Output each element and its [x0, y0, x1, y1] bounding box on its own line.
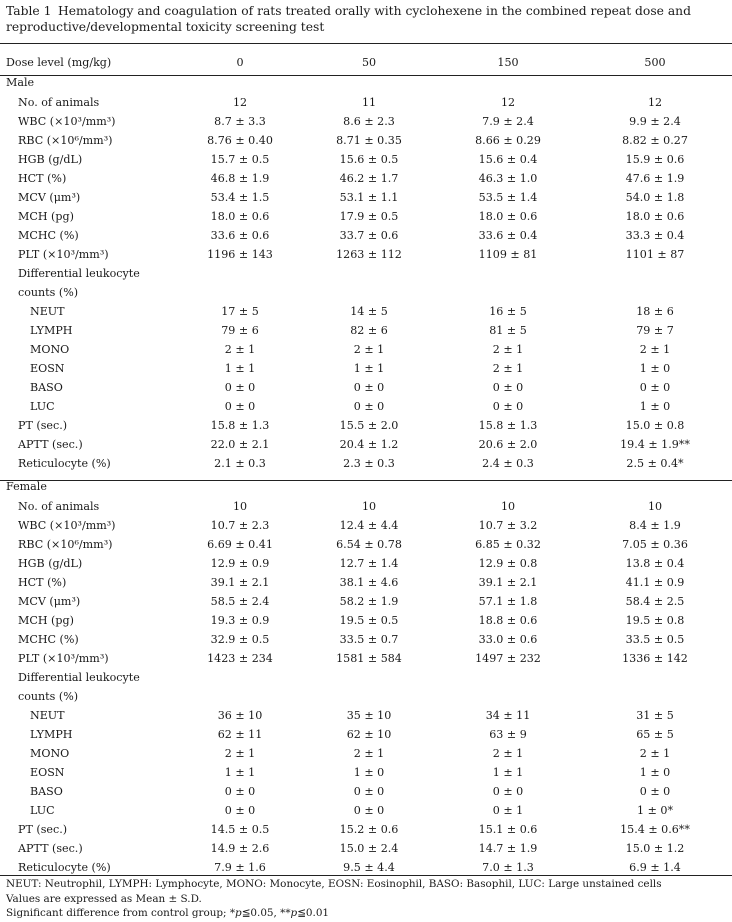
table-cell: 15.2 ± 0.6 — [339, 823, 399, 836]
table-cell: 7.05 ± 0.36 — [622, 538, 688, 551]
table-row — [0, 188, 732, 207]
table-cell: 2 ± 1 — [224, 747, 256, 760]
table-row — [0, 397, 732, 416]
table-cell: 19.5 ± 0.5 — [339, 614, 399, 627]
table-cell: 1 ± 0 — [639, 766, 671, 779]
table-row — [0, 573, 732, 592]
table-cell: 15.4 ± 0.6** — [620, 823, 690, 836]
table-cell: 33.7 ± 0.6 — [339, 229, 399, 242]
table-row — [0, 435, 732, 454]
table-cell: 36 ± 10 — [217, 709, 263, 722]
row-label: MCHC (%) — [18, 633, 79, 646]
table-row — [0, 454, 732, 473]
table-cell: 10 — [232, 500, 248, 513]
group-row — [0, 477, 732, 497]
table-cell — [300, 283, 438, 302]
table-row — [0, 302, 732, 321]
table-cell: 8.71 ± 0.35 — [336, 134, 402, 147]
table-row — [0, 516, 732, 535]
table-cell: 7.9 ± 1.6 — [214, 861, 266, 874]
table-cell: 8.82 ± 0.27 — [622, 134, 688, 147]
table-cell: 0 ± 0 — [492, 785, 524, 798]
table-cell: 1423 ± 234 — [207, 652, 273, 665]
table-cell: 17 ± 5 — [221, 305, 259, 318]
dose-header: 150 — [497, 56, 519, 69]
table-cell: 12.9 ± 0.9 — [210, 557, 270, 570]
row-label: LUC — [30, 804, 55, 817]
table-number: Table 1 — [6, 4, 52, 18]
sig-prefix: Significant difference from control group; * — [6, 907, 236, 920]
table-cell: 1263 ± 112 — [336, 248, 402, 261]
table-row — [0, 782, 732, 801]
table-cell: 1 ± 0 — [639, 400, 671, 413]
table-cell: 14.5 ± 0.5 — [210, 823, 270, 836]
table-cell: 15.8 ± 1.3 — [210, 419, 270, 432]
table-row — [0, 340, 732, 359]
table-cell: 31 ± 5 — [636, 709, 674, 722]
table-cell: 53.4 ± 1.5 — [210, 191, 270, 204]
row-label: HGB (g/dL) — [18, 153, 83, 166]
table-cell: 1 ± 0 — [353, 766, 385, 779]
row-label: MCV (μm³) — [18, 191, 81, 204]
table-cell: 15.9 ± 0.6 — [625, 153, 685, 166]
table-cell: 0 ± 0 — [353, 804, 385, 817]
table-cell: 33.6 ± 0.6 — [210, 229, 270, 242]
abbreviation-footnote: NEUT: Neutrophil, LYMPH: Lymphocyte, MONO: Monocyte, EOSN: Eosinophil, BASO: Basophil, LUC: Large unstained cells — [6, 878, 662, 890]
table-cell: 2 ± 1 — [492, 747, 524, 760]
group-row — [0, 73, 732, 93]
row-label: Reticulocyte (%) — [18, 457, 111, 470]
row-label: PT (sec.) — [18, 823, 68, 836]
table-cell: 9.9 ± 2.4 — [629, 115, 681, 128]
row-label: Differential leukocyte — [18, 267, 140, 280]
table-cell — [578, 264, 732, 283]
table-cell: 62 ± 11 — [217, 728, 263, 741]
table-row — [0, 283, 732, 302]
table-cell: 1 ± 0 — [639, 362, 671, 375]
table-cell: 20.4 ± 1.2 — [339, 438, 399, 451]
row-label: LUC — [30, 400, 55, 413]
row-label: APTT (sec.) — [18, 438, 83, 451]
table-cell: 10.7 ± 2.3 — [210, 519, 270, 532]
table-cell: 14.7 ± 1.9 — [478, 842, 538, 855]
table-cell: 2.1 ± 0.3 — [214, 457, 266, 470]
row-label: PLT (×10³/mm³) — [18, 652, 109, 665]
table-title: Hematology and coagulation of rats treated orally with cyclohexene in the combined repeat dose and reproductive/developmental toxicity screening test — [6, 4, 691, 34]
table-row — [0, 706, 732, 725]
row-label: BASO — [30, 785, 63, 798]
table-cell: 54.0 ± 1.8 — [625, 191, 685, 204]
table-cell: 0 ± 0 — [353, 400, 385, 413]
table-row — [0, 207, 732, 226]
table-cell: 2 ± 1 — [224, 343, 256, 356]
table-caption — [6, 3, 724, 35]
row-label: MONO — [30, 343, 70, 356]
table-cell: 82 ± 6 — [350, 324, 388, 337]
table-cell: 6.85 ± 0.32 — [475, 538, 541, 551]
table-cell: 33.3 ± 0.4 — [625, 229, 685, 242]
table-cell: 46.3 ± 1.0 — [478, 172, 538, 185]
table-cell: 0 ± 0 — [224, 804, 256, 817]
table-cell: 2.5 ± 0.4* — [626, 457, 684, 470]
row-label: RBC (×10⁶/mm³) — [18, 538, 113, 551]
table-cell: 1497 ± 232 — [475, 652, 541, 665]
table-cell: 12.7 ± 1.4 — [339, 557, 399, 570]
table-cell — [438, 264, 578, 283]
table-cell: 81 ± 5 — [489, 324, 527, 337]
row-label: HCT (%) — [18, 172, 67, 185]
row-label: counts (%) — [18, 286, 79, 299]
table-cell — [300, 687, 438, 706]
table-cell: 19.5 ± 0.8 — [625, 614, 685, 627]
table-cell — [438, 687, 578, 706]
table-cell: 12.9 ± 0.8 — [478, 557, 538, 570]
table-cell — [180, 264, 300, 283]
table-cell — [578, 668, 732, 687]
table-cell: 1 ± 0* — [636, 804, 673, 817]
table-cell: 1 ± 1 — [492, 766, 524, 779]
table-row — [0, 321, 732, 340]
table-cell — [180, 687, 300, 706]
table-cell: 0 ± 0 — [492, 400, 524, 413]
row-label: MCH (pg) — [18, 614, 74, 627]
table-row — [0, 820, 732, 839]
table-cell: 53.1 ± 1.1 — [339, 191, 399, 204]
row-label: counts (%) — [18, 690, 79, 703]
row-label: MCH (pg) — [18, 210, 74, 223]
table-cell: 62 ± 10 — [346, 728, 392, 741]
table-cell: 15.6 ± 0.5 — [339, 153, 399, 166]
table-cell: 7.9 ± 2.4 — [482, 115, 534, 128]
table-cell: 47.6 ± 1.9 — [625, 172, 685, 185]
row-label: No. of animals — [18, 96, 100, 109]
table-cell: 9.5 ± 4.4 — [343, 861, 395, 874]
table-cell: 0 ± 0 — [353, 785, 385, 798]
table-cell: 1581 ± 584 — [336, 652, 402, 665]
table-row — [0, 668, 732, 687]
table-cell: 1101 ± 87 — [625, 248, 685, 261]
sig-p1: p — [235, 907, 242, 920]
table-cell — [180, 283, 300, 302]
table-row — [0, 245, 732, 264]
row-label: BASO — [30, 381, 63, 394]
table-cell: 10 — [361, 500, 377, 513]
table-row — [0, 93, 732, 112]
table-row — [0, 378, 732, 397]
table-cell — [438, 283, 578, 302]
row-label: HCT (%) — [18, 576, 67, 589]
row-label: No. of animals — [18, 500, 100, 513]
table-cell: 46.2 ± 1.7 — [339, 172, 399, 185]
table-cell: 1 ± 1 — [353, 362, 385, 375]
table-cell — [300, 264, 438, 283]
table-cell: 0 ± 0 — [639, 381, 671, 394]
table-cell: 2 ± 1 — [353, 343, 385, 356]
table-cell: 10 — [500, 500, 516, 513]
table-cell: 79 ± 6 — [221, 324, 259, 337]
table-row — [0, 801, 732, 820]
table-cell: 15.0 ± 2.4 — [339, 842, 399, 855]
table-cell — [578, 283, 732, 302]
table-cell: 0 ± 0 — [224, 785, 256, 798]
row-label: Differential leukocyte — [18, 671, 140, 684]
row-label: WBC (×10³/mm³) — [18, 519, 116, 532]
table-cell: 14.9 ± 2.6 — [210, 842, 270, 855]
row-label: WBC (×10³/mm³) — [18, 115, 116, 128]
table-cell: 0 ± 1 — [492, 804, 524, 817]
table-cell: 41.1 ± 0.9 — [625, 576, 685, 589]
table-cell: 35 ± 10 — [346, 709, 392, 722]
table-cell: 11 — [361, 96, 377, 109]
table-row — [0, 744, 732, 763]
table-cell: 32.9 ± 0.5 — [210, 633, 270, 646]
row-label: Reticulocyte (%) — [18, 861, 111, 874]
table-cell: 12 — [647, 96, 663, 109]
sig-end: ≦0.01 — [297, 907, 330, 920]
table-cell: 33.5 ± 0.7 — [339, 633, 399, 646]
table-cell: 46.8 ± 1.9 — [210, 172, 270, 185]
table-row — [0, 763, 732, 782]
table-cell: 15.7 ± 0.5 — [210, 153, 270, 166]
table-cell: 65 ± 5 — [636, 728, 674, 741]
table-row — [0, 416, 732, 435]
row-label: LYMPH — [30, 728, 73, 741]
values-footnote: Values are expressed as Mean ± S.D. — [6, 892, 202, 905]
table-cell: 15.5 ± 2.0 — [339, 419, 399, 432]
table-cell: 1 ± 1 — [224, 766, 256, 779]
table-cell: 8.6 ± 2.3 — [343, 115, 395, 128]
group-label: Male — [6, 76, 35, 89]
table-cell: 12 — [500, 96, 516, 109]
table-row — [0, 725, 732, 744]
table-cell: 15.1 ± 0.6 — [478, 823, 538, 836]
table-row — [0, 264, 732, 283]
table-row — [0, 592, 732, 611]
table-cell — [300, 668, 438, 687]
table-cell: 18 ± 6 — [636, 305, 674, 318]
table-cell: 8.66 ± 0.29 — [475, 134, 541, 147]
table-cell: 57.1 ± 1.8 — [478, 595, 538, 608]
table-cell: 2 ± 1 — [492, 362, 524, 375]
dose-header: 0 — [236, 56, 244, 69]
table-cell: 22.0 ± 2.1 — [210, 438, 270, 451]
table-row — [0, 226, 732, 245]
table-cell: 33.6 ± 0.4 — [478, 229, 538, 242]
table-cell: 10 — [647, 500, 663, 513]
table-cell: 18.0 ± 0.6 — [625, 210, 685, 223]
table-cell: 1109 ± 81 — [478, 248, 538, 261]
row-label: MONO — [30, 747, 70, 760]
table-row — [0, 630, 732, 649]
table-cell: 33.0 ± 0.6 — [478, 633, 538, 646]
table-cell: 19.3 ± 0.9 — [210, 614, 270, 627]
table-cell: 53.5 ± 1.4 — [478, 191, 538, 204]
table-cell: 18.8 ± 0.6 — [478, 614, 538, 627]
row-label: RBC (×10⁶/mm³) — [18, 134, 113, 147]
row-label: PLT (×10³/mm³) — [18, 248, 109, 261]
table-cell: 33.5 ± 0.5 — [625, 633, 685, 646]
table-cell: 2 ± 1 — [639, 343, 671, 356]
row-label: EOSN — [30, 362, 65, 375]
table-row — [0, 497, 732, 516]
sig-p2: p — [290, 907, 298, 920]
row-label: NEUT — [30, 709, 65, 722]
dose-header: 50 — [361, 56, 377, 69]
table-cell: 63 ± 9 — [489, 728, 527, 741]
table-cell: 15.0 ± 1.2 — [625, 842, 685, 855]
significance-footnote — [6, 906, 726, 921]
row-label: APTT (sec.) — [18, 842, 83, 855]
table-cell: 79 ± 7 — [636, 324, 674, 337]
table-cell: 15.6 ± 0.4 — [478, 153, 538, 166]
table-cell: 6.69 ± 0.41 — [207, 538, 273, 551]
table-cell: 17.9 ± 0.5 — [339, 210, 399, 223]
table-cell: 1 ± 1 — [224, 362, 256, 375]
sig-mid: ≦0.05, ** — [241, 907, 291, 920]
table-cell: 39.1 ± 2.1 — [210, 576, 270, 589]
top-rule — [0, 43, 732, 44]
table-cell: 0 ± 0 — [224, 381, 256, 394]
table-cell: 2 ± 1 — [492, 343, 524, 356]
table-cell: 18.0 ± 0.6 — [478, 210, 538, 223]
group-label: Female — [6, 480, 47, 493]
table-row — [0, 611, 732, 630]
table-cell: 2.3 ± 0.3 — [343, 457, 395, 470]
table-row — [0, 131, 732, 150]
table-cell: 58.5 ± 2.4 — [210, 595, 270, 608]
table-cell: 0 ± 0 — [224, 400, 256, 413]
table-cell: 2 ± 1 — [639, 747, 671, 760]
table-row — [0, 150, 732, 169]
table-cell: 6.9 ± 1.4 — [629, 861, 681, 874]
table-cell: 2 ± 1 — [353, 747, 385, 760]
table-row — [0, 112, 732, 131]
table-cell: 20.6 ± 2.0 — [478, 438, 538, 451]
table-cell: 2.4 ± 0.3 — [482, 457, 534, 470]
table-cell: 19.4 ± 1.9** — [620, 438, 690, 451]
table-cell: 18.0 ± 0.6 — [210, 210, 270, 223]
table-cell: 58.2 ± 1.9 — [339, 595, 399, 608]
row-label: MCV (μm³) — [18, 595, 81, 608]
table-cell: 34 ± 11 — [485, 709, 531, 722]
table-cell: 58.4 ± 2.5 — [625, 595, 685, 608]
row-label: NEUT — [30, 305, 65, 318]
table-cell: 0 ± 0 — [639, 785, 671, 798]
table-cell: 12.4 ± 4.4 — [339, 519, 399, 532]
dose-header: 500 — [644, 56, 666, 69]
table-cell: 38.1 ± 4.6 — [339, 576, 399, 589]
row-label: MCHC (%) — [18, 229, 79, 242]
row-label: HGB (g/dL) — [18, 557, 83, 570]
row-label: PT (sec.) — [18, 419, 68, 432]
table-row — [0, 858, 732, 877]
header-row — [0, 52, 732, 73]
row-label: LYMPH — [30, 324, 73, 337]
table-cell: 1196 ± 143 — [207, 248, 273, 261]
table-cell: 10.7 ± 3.2 — [478, 519, 538, 532]
table-cell — [438, 668, 578, 687]
table-row — [0, 169, 732, 188]
row-label: EOSN — [30, 766, 65, 779]
table-cell: 8.76 ± 0.40 — [207, 134, 273, 147]
table-cell: 15.8 ± 1.3 — [478, 419, 538, 432]
table-cell: 15.0 ± 0.8 — [625, 419, 685, 432]
table-cell: 13.8 ± 0.4 — [625, 557, 685, 570]
table-cell: 1336 ± 142 — [622, 652, 688, 665]
table-row — [0, 839, 732, 858]
table-cell: 39.1 ± 2.1 — [478, 576, 538, 589]
table-cell: 8.7 ± 3.3 — [214, 115, 266, 128]
table-cell: 14 ± 5 — [350, 305, 388, 318]
table-cell — [578, 687, 732, 706]
table-row — [0, 554, 732, 573]
table-cell: 0 ± 0 — [353, 381, 385, 394]
table-footnotes — [6, 877, 726, 921]
table-row — [0, 359, 732, 378]
table-cell: 16 ± 5 — [489, 305, 527, 318]
table-cell: 6.54 ± 0.78 — [336, 538, 402, 551]
table-row — [0, 535, 732, 554]
table-cell: 0 ± 0 — [492, 381, 524, 394]
table-cell: 7.0 ± 1.3 — [482, 861, 534, 874]
dose-level-label: Dose level (mg/kg) — [6, 56, 112, 69]
table-cell: 12 — [232, 96, 248, 109]
hematology-table — [0, 52, 732, 877]
table-cell — [180, 668, 300, 687]
table-cell: 8.4 ± 1.9 — [629, 519, 681, 532]
table-row — [0, 687, 732, 706]
table-row — [0, 649, 732, 668]
